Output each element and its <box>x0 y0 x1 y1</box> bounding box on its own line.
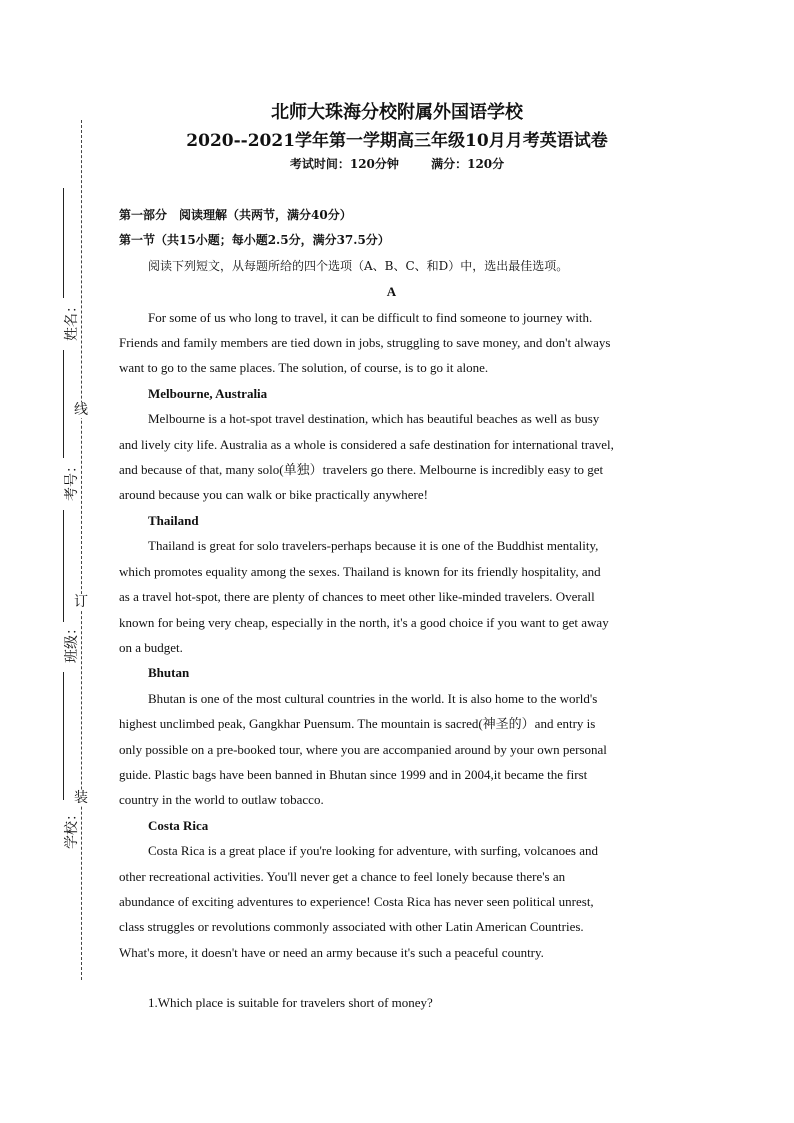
passage-label: A <box>386 284 397 300</box>
name-field-line[interactable] <box>63 188 64 298</box>
binding-char-ding: 订 <box>74 594 88 610</box>
exam-title: 2020--2021学年第一学期高三年级10月月考英语试卷 <box>186 131 608 151</box>
intro-line: Friends and family members are tied down in jobs, struggling to save money, and don't always <box>119 335 611 351</box>
paragraph-line: Bhutan is one of the most cultural countries in the world. It is also home to the world's <box>148 690 598 706</box>
class-field-label: 班级： <box>64 621 80 663</box>
id-field-line[interactable] <box>63 350 64 458</box>
section-heading: 第一节（共15小题；每小题2.5分，满分37.5分） <box>119 233 390 248</box>
school-field-line[interactable] <box>63 672 64 800</box>
exam-content <box>119 203 664 1016</box>
binding-char-xian: 线 <box>74 402 88 418</box>
paragraph-line: highest unclimbed peak, Gangkhar Puensum. The mountain is sacred(神圣的）and entry is <box>119 716 596 732</box>
exam-time: 考试时间：120分钟 <box>289 157 399 171</box>
exam-score: 满分：120分 <box>431 157 505 171</box>
question-1: 1.Which place is suitable for travelers short of money? <box>148 995 433 1011</box>
paragraph-line: Costa Rica is a great place if you're looking for adventure, with surfing, volcanoes and <box>148 843 598 859</box>
paragraph-line: other recreational activities. You'll never get a chance to feel lonely because there's an <box>119 868 566 884</box>
paragraph-line: abundance of exciting adventures to experience! Costa Rica has never seen political unrest, <box>119 893 594 909</box>
paragraph-line: on a budget. <box>119 639 183 655</box>
paragraph-line: guide. Plastic bags have been banned in Bhutan since 1999 and in 2004,it became the first <box>119 766 588 782</box>
paragraph-line: known for being very cheap, especially in the north, it's a good choice if you want to get away <box>119 614 609 630</box>
id-field-label: 考号： <box>64 459 80 501</box>
part-heading: 第一部分 阅读理解（共两节，满分40分） <box>119 208 352 222</box>
spacer <box>119 965 664 990</box>
binding-char-zhuang: 装 <box>74 790 88 806</box>
paragraph-line: around because you can walk or bike practically anywhere! <box>119 487 428 503</box>
intro-line: want to go to the same places. The solution, of course, is to go it alone. <box>119 360 489 376</box>
paragraph-line: which promotes equality among the sexes. Thailand is known for its friendly hospitality, and <box>119 563 601 579</box>
instruction: 阅读下列短文，从每题所给的四个选项（A、B、C、和D）中，选出最佳选项。 <box>148 258 569 273</box>
place-heading-melbourne: Melbourne, Australia <box>148 385 268 401</box>
paragraph-line: as a travel hot-spot, there are plenty of chances to meet other like-minded travelers. Overall <box>119 589 595 605</box>
paragraph-line: and because of that, many solo(单独）travelers go there. Melbourne is incredibly easy to get <box>119 462 604 478</box>
paragraph-line: and lively city life. Australia as a whole is considered a safe destination for international travel, <box>119 436 614 452</box>
paragraph-line: What's more, it doesn't have or need an army because it's such a peaceful country. <box>119 944 544 960</box>
place-heading-costa-rica: Costa Rica <box>148 817 209 833</box>
paragraph-line: Melbourne is a hot-spot travel destination, which has beautiful beaches as well as busy <box>148 411 600 427</box>
paragraph-line: Thailand is great for solo travelers-perhaps because it is one of the Buddhist mentality, <box>148 538 599 554</box>
school-field-label: 学校： <box>64 807 80 849</box>
paragraph-line: country in the world to outlaw tobacco. <box>119 792 324 808</box>
intro-line: For some of us who long to travel, it can be difficult to find someone to journey with. <box>148 309 593 325</box>
paragraph-line: class struggles or revolutions commonly associated with other Latin American Countries. <box>119 919 584 935</box>
name-field-label: 姓名： <box>64 299 80 341</box>
school-title: 北师大珠海分校附属外国语学校 <box>271 102 523 123</box>
class-field-line[interactable] <box>63 510 64 622</box>
place-heading-bhutan: Bhutan <box>148 665 190 681</box>
paragraph-line: only possible on a pre-booked tour, where you are accompanied around by your own personal <box>119 741 607 757</box>
exam-meta <box>0 155 794 172</box>
place-heading-thailand: Thailand <box>148 512 199 528</box>
binding-dashed-line <box>81 120 82 980</box>
